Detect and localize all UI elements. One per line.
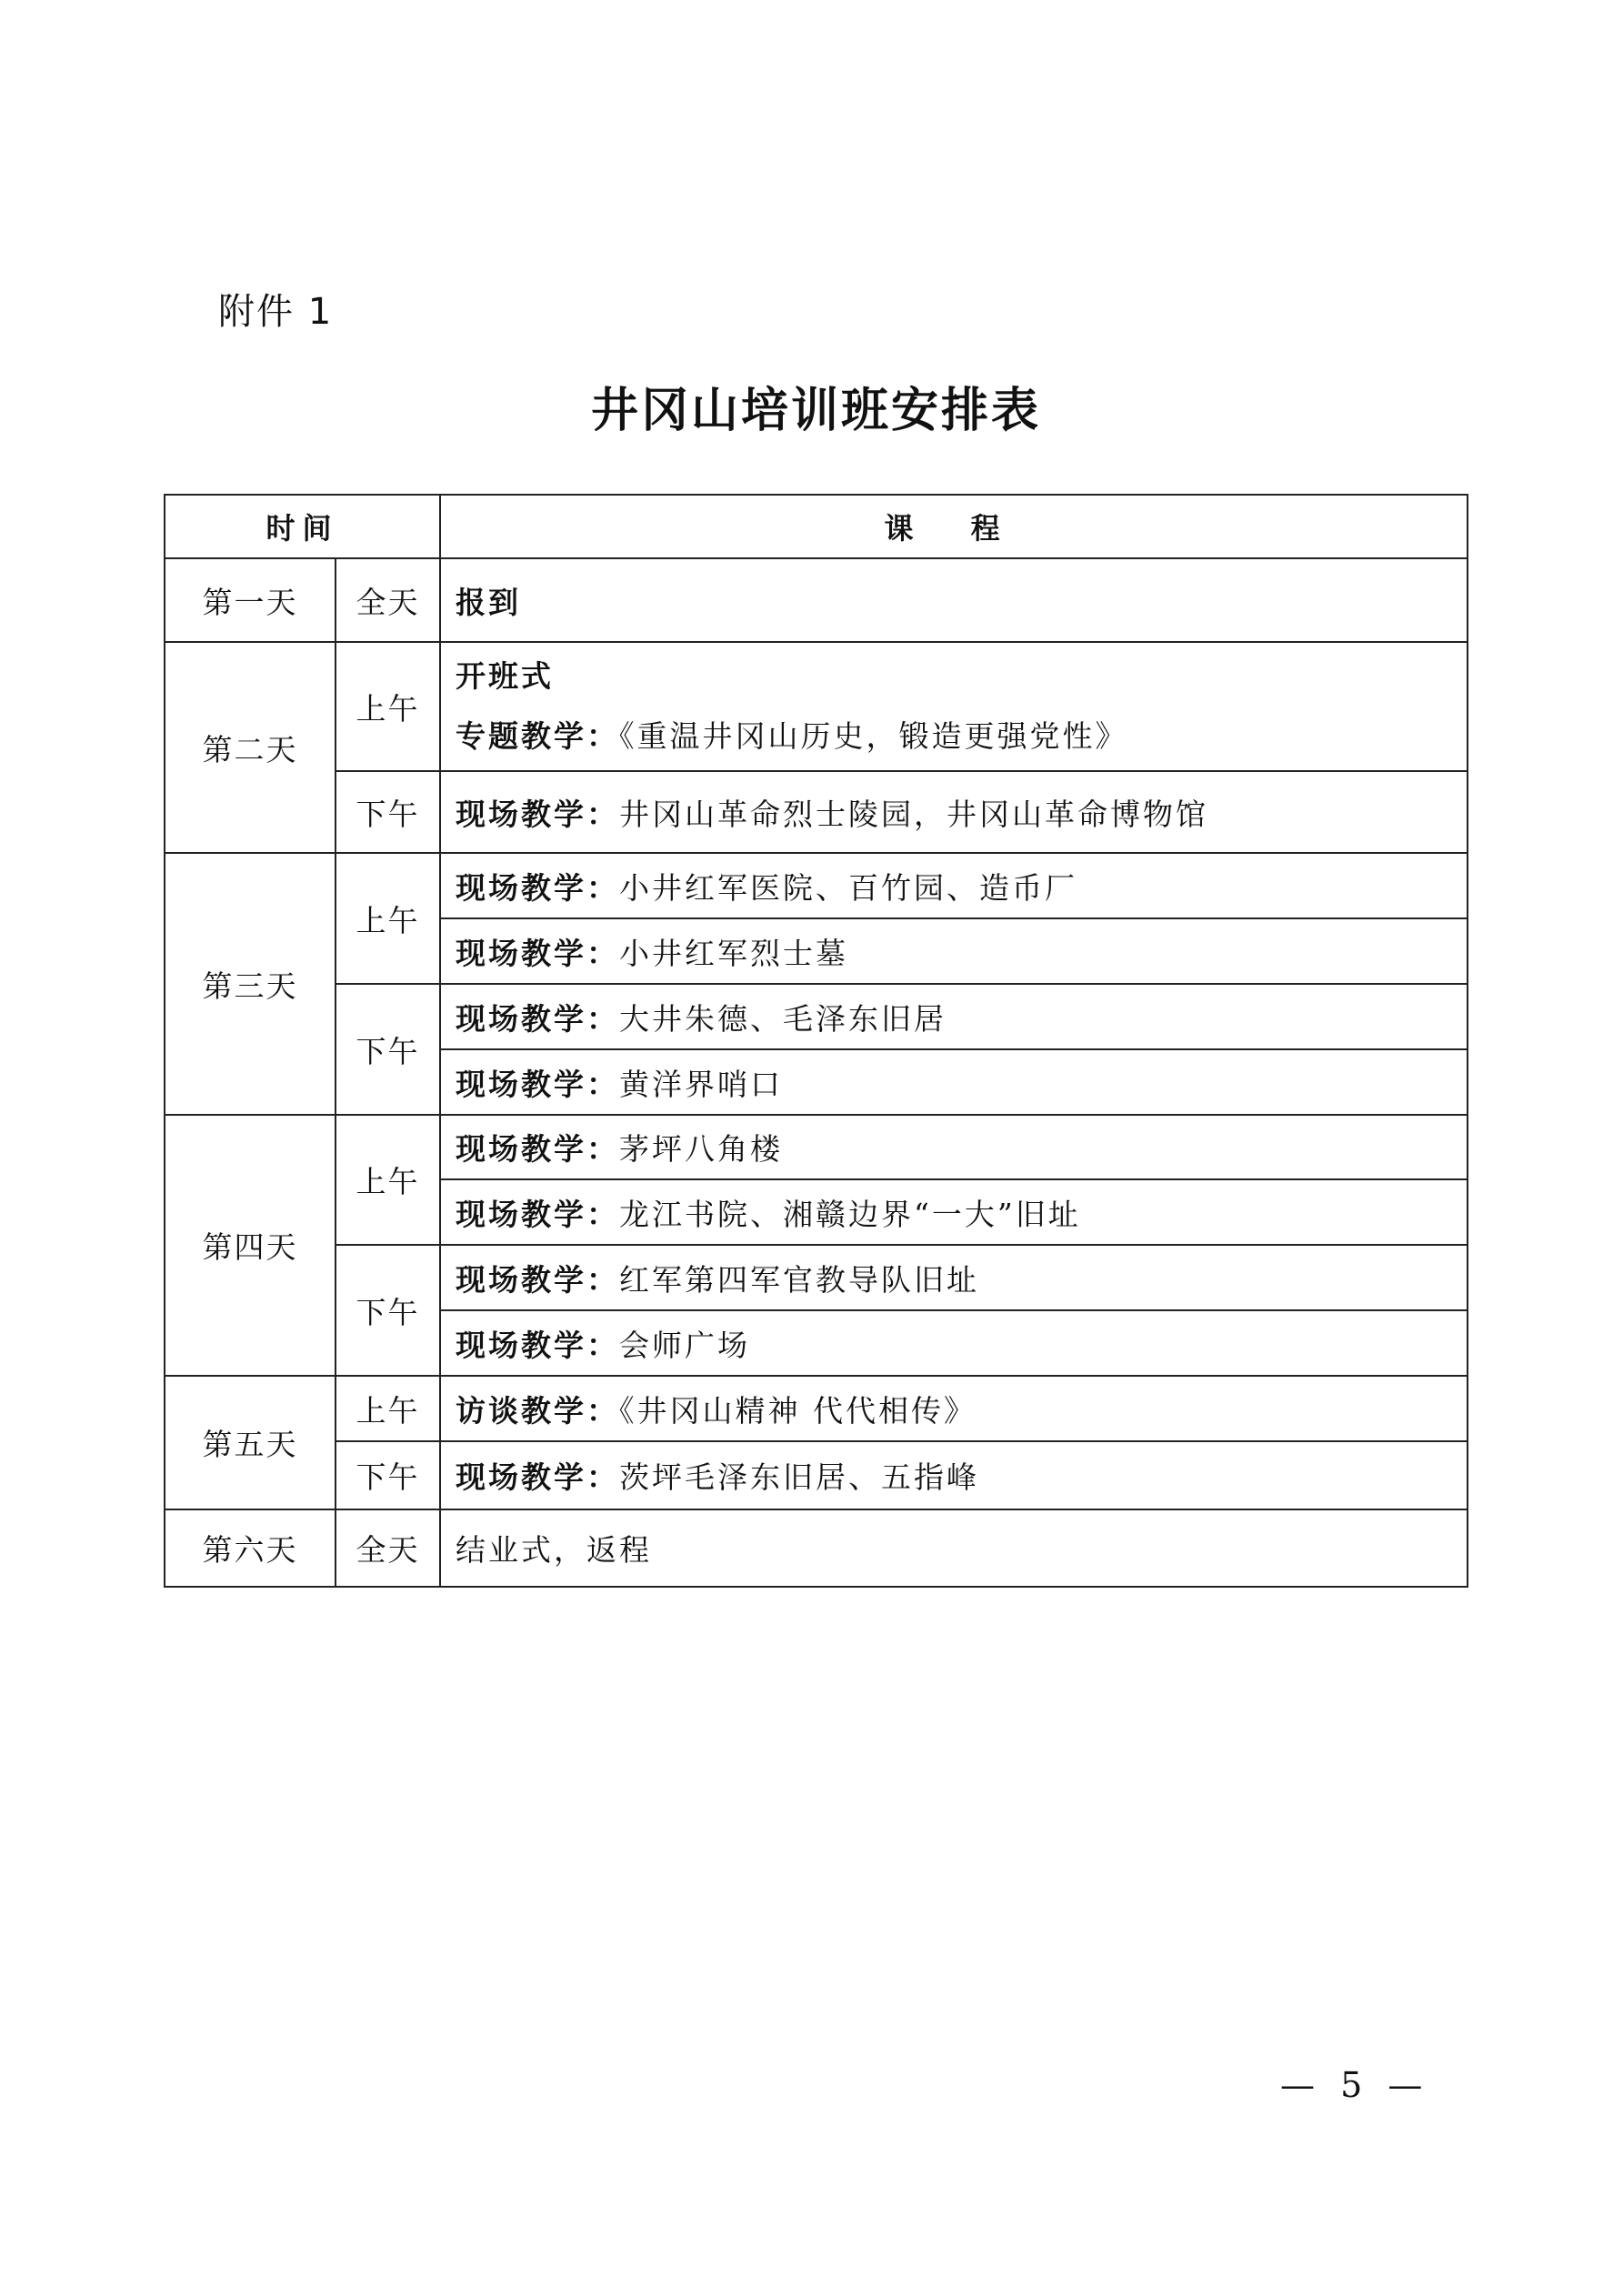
course-text: 龙江书院、湘赣边界“一大”旧址 — [619, 1196, 1081, 1232]
attachment-label: 附件 1 — [218, 291, 334, 333]
half-day-label: 全天 — [336, 1509, 440, 1587]
day-label: 第四天 — [165, 1115, 336, 1376]
table-row — [165, 853, 1468, 918]
course-cell — [440, 642, 1468, 771]
header-course: 课 程 — [440, 495, 1468, 558]
table-row — [165, 1115, 1468, 1179]
course-kind: 现场教学： — [456, 935, 620, 971]
course-cell — [440, 1179, 1468, 1245]
table-header-row — [165, 495, 1468, 558]
course-text: 会师广场 — [619, 1327, 751, 1363]
course-kind: 现场教学： — [456, 1327, 620, 1363]
course-text: 小井红军医院、百竹园、造币厂 — [619, 869, 1078, 906]
course-cell — [440, 984, 1468, 1049]
course-text: 《重温井冈山历史，锻造更强党性》 — [619, 718, 1128, 754]
course-cell — [440, 1310, 1468, 1376]
page-number: — 5 — — [1280, 2065, 1430, 2105]
half-day-label: 下午 — [336, 771, 440, 853]
day-label: 第一天 — [165, 558, 336, 642]
course-kind: 现场教学： — [456, 1066, 620, 1102]
course-kind: 现场教学： — [456, 1131, 620, 1167]
half-day-label: 下午 — [336, 984, 440, 1115]
course-kind: 专题教学： — [456, 718, 620, 754]
document-title: 井冈山培训班安排表 — [590, 383, 1041, 438]
course-cell — [440, 1376, 1468, 1441]
table-row — [165, 771, 1468, 853]
day-label: 第三天 — [165, 853, 336, 1115]
course-text: 《井冈山精神 代代相传》 — [619, 1392, 977, 1429]
course-text: 黄洋界哨口 — [619, 1066, 784, 1102]
course-cell — [440, 918, 1468, 984]
course-kind: 现场教学： — [456, 796, 620, 832]
course-cell — [440, 1509, 1468, 1587]
half-day-label: 上午 — [336, 853, 440, 984]
day-label: 第五天 — [165, 1376, 336, 1509]
course-text: 小井红军烈士墓 — [619, 935, 849, 971]
half-day-label: 下午 — [336, 1245, 440, 1376]
course-text: 报到 — [456, 584, 522, 620]
course-cell — [440, 771, 1468, 853]
course-text: 茅坪八角楼 — [619, 1131, 784, 1167]
half-day-label: 上午 — [336, 642, 440, 771]
course-text: 开班式 — [456, 658, 555, 694]
course-cell — [440, 853, 1468, 918]
course-text: 结业式，返程 — [456, 1532, 653, 1568]
table-row — [165, 1376, 1468, 1441]
half-day-label: 上午 — [336, 1115, 440, 1245]
course-text: 大井朱德、毛泽东旧居 — [619, 1000, 947, 1037]
half-day-label: 下午 — [336, 1441, 440, 1509]
course-cell — [440, 1441, 1468, 1509]
course-text: 茨坪毛泽东旧居、五指峰 — [619, 1459, 980, 1495]
schedule-table — [164, 494, 1468, 1588]
course-cell — [440, 1245, 1468, 1310]
table-row — [165, 984, 1468, 1049]
course-cell — [440, 558, 1468, 642]
course-cell — [440, 1115, 1468, 1179]
table-row — [165, 1509, 1468, 1587]
day-label: 第二天 — [165, 642, 336, 853]
table-row — [165, 1245, 1468, 1310]
course-kind: 现场教学： — [456, 1261, 620, 1298]
course-kind: 现场教学： — [456, 1459, 620, 1495]
course-cell — [440, 1049, 1468, 1115]
half-day-label: 上午 — [336, 1376, 440, 1441]
header-time: 时间 — [165, 495, 440, 558]
course-kind: 访谈教学： — [456, 1392, 620, 1429]
course-kind: 现场教学： — [456, 869, 620, 906]
course-kind: 现场教学： — [456, 1000, 620, 1037]
course-text: 红军第四军官教导队旧址 — [619, 1261, 980, 1298]
table-row — [165, 642, 1468, 771]
table-row — [165, 558, 1468, 642]
table-row — [165, 1441, 1468, 1509]
course-text: 井冈山革命烈士陵园，井冈山革命博物馆 — [619, 796, 1209, 832]
course-kind: 现场教学： — [456, 1196, 620, 1232]
course-line — [456, 707, 1467, 767]
day-label: 第六天 — [165, 1509, 336, 1587]
half-day-label: 全天 — [336, 558, 440, 642]
